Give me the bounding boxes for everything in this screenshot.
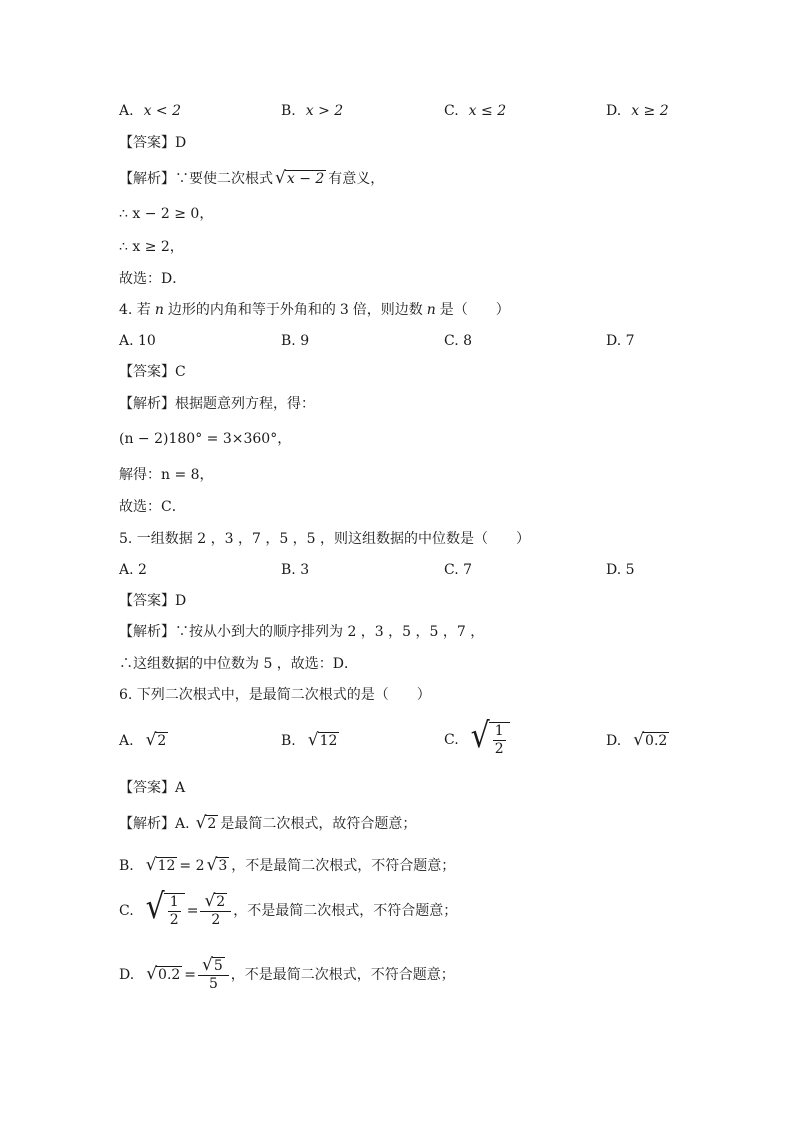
- q6-analysis-c: C. √ $\frac{1}{2}$ = √ 2 2 ，不是最简二次根式，不符合题意；: [119, 886, 458, 929]
- q3-step1: ∴ x − 2 ≥ 0，: [119, 206, 214, 222]
- q4-equation: (n − 2)180° = 3×360°，: [119, 431, 292, 447]
- q3-option-b: B. x > 2: [281, 103, 344, 119]
- q4-solve: 解得：n = 8，: [119, 467, 214, 483]
- q6-analysis-d-sqrt: √ 0.2: [146, 964, 181, 985]
- q5-analysis: 【解析】∵按从小到大的顺序排列为 2 ，3 ，5 ，5 ，7 ，: [119, 624, 485, 640]
- q3-option-c: C. x ≤ 2: [444, 103, 507, 119]
- q5-option-b: B. 3: [281, 562, 310, 578]
- q5-option-c: C. 7: [444, 562, 473, 578]
- q3-step2: ∴ x ≥ 2，: [119, 239, 184, 255]
- q4-var-n: n: [154, 302, 164, 318]
- q5-option-d: D. 5: [606, 562, 635, 578]
- q6-option-d: D. √ 0.2: [606, 730, 668, 750]
- q6-analysis-c-result: √ 2 2: [200, 893, 231, 929]
- q6-analysis-a-sqrt: √ 2: [195, 813, 217, 833]
- q6-option-a-sqrt: √ 2: [145, 730, 167, 750]
- q4-question: 4. 若 n 边形的内角和等于外角和的 3 倍，则边数 n 是（ ）: [119, 302, 510, 318]
- q6-question: 6. 下列二次根式中，是最简二次根式的是（ ）: [119, 687, 431, 703]
- q3-analysis-suffix: 有意义，: [328, 170, 385, 187]
- q6-option-b-sqrt: √ 12: [307, 730, 338, 750]
- q4-option-a: A. 10: [119, 333, 156, 349]
- q6-option-c: C. √ $\frac{1}{2}$: [444, 722, 512, 758]
- q5-conclusion: ∴这组数据的中位数为 5 ，故选：D．: [119, 656, 359, 672]
- q6-analysis-d-result: √ 5 5: [198, 957, 229, 993]
- q6-analysis-d: D. √ 0.2 = √ 5 5 ，不是最简二次根式，不符合题意；: [119, 955, 455, 993]
- q6-option-c-sqrt: √ $\frac{1}{2}$: [471, 722, 510, 758]
- q6-analysis-a: 【解析】A. √ 2 是最简二次根式，故符合题意；: [119, 813, 417, 833]
- q3-analysis-prefix: 【解析】∵要使二次根式: [119, 170, 273, 187]
- q5-question: 5. 一组数据 2 ，3 ，7 ，5 ，5 ，则这组数据的中位数是（ ）: [119, 531, 531, 547]
- q6-analysis-c-sqrt: √ $\frac{1}{2}$: [146, 893, 185, 929]
- q6-option-b: B. √ 12: [281, 730, 338, 750]
- q5-answer: 【答案】D: [119, 593, 187, 609]
- q4-analysis-intro: 【解析】根据题意列方程，得：: [119, 396, 315, 412]
- q6-option-d-sqrt: √ 0.2: [633, 730, 668, 750]
- q3-sqrt-expression: √ x − 2: [275, 168, 325, 188]
- q6-option-a: A. √ 2: [119, 730, 167, 750]
- q3-option-a: A. x < 2: [119, 103, 181, 119]
- q4-conclusion: 故选：C．: [119, 499, 186, 515]
- q6-analysis-b: B. √ 12 = 2 √ 3 ，不是最简二次根式，不符合题意；: [119, 855, 456, 875]
- q4-option-c: C. 8: [444, 333, 473, 349]
- q3-conclusion: 故选：D．: [119, 271, 187, 287]
- q4-answer: 【答案】C: [119, 364, 186, 380]
- q4-option-b: B. 9: [281, 333, 310, 349]
- q4-option-d: D. 7: [606, 333, 635, 349]
- q6-answer: 【答案】A: [119, 780, 186, 796]
- q3-option-d: D. x ≥ 2: [606, 103, 669, 119]
- q6-analysis-b-sqrt: √ 12: [145, 855, 176, 875]
- q4-var-n-2: n: [426, 302, 436, 318]
- q5-option-a: A. 2: [119, 562, 147, 578]
- q3-analysis-line: [119, 170, 384, 187]
- q3-answer: 【答案】D: [119, 135, 187, 151]
- q6-analysis-b-sqrt-result: √ 3: [206, 855, 228, 875]
